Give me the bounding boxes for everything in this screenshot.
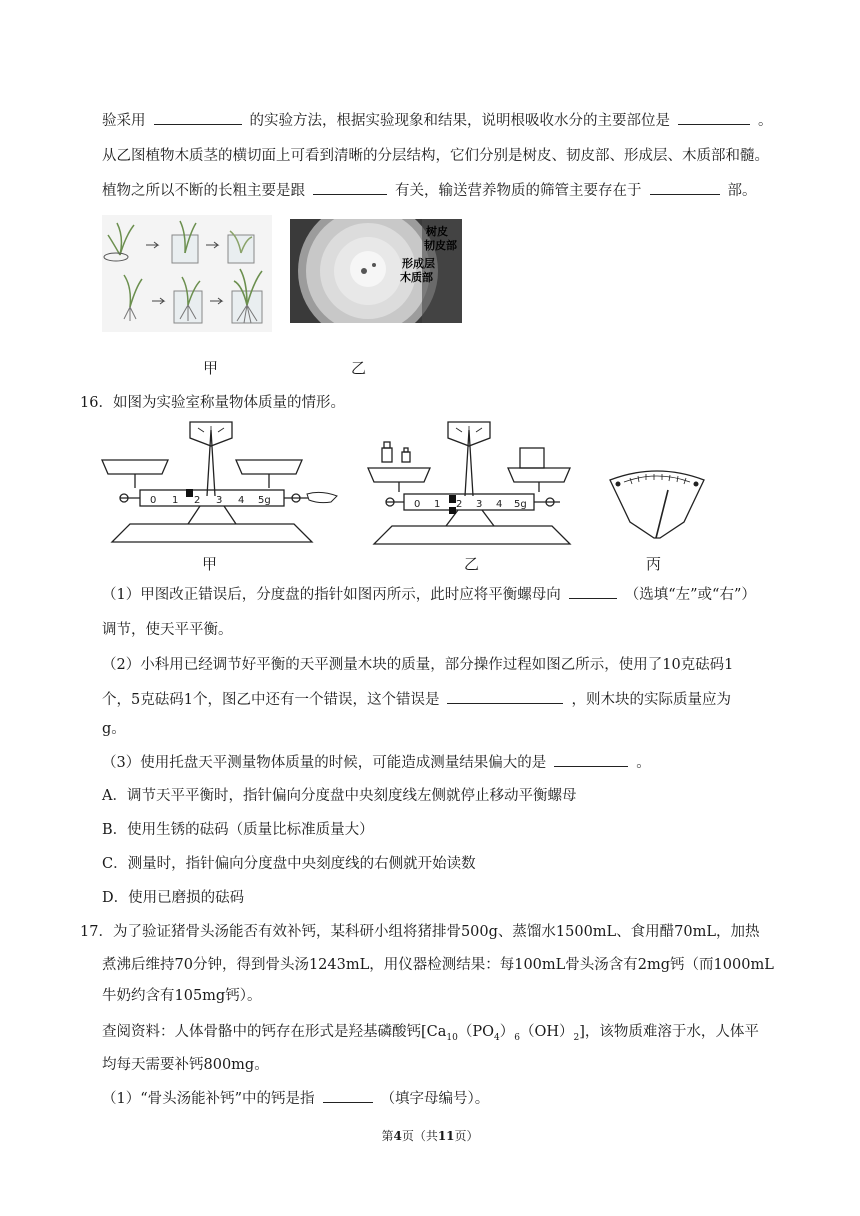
q16-part1-line1: [102, 584, 756, 605]
text: 植物之所以不断的长粗主要是跟: [102, 183, 305, 199]
text: （1）“骨头汤能补钙”中的钙是指: [102, 1091, 315, 1107]
text: （3）使用托盘天平测量物体质量的时候，可能造成测量结果偏大的是: [102, 755, 547, 771]
stem-cross-section-figure: [290, 219, 462, 323]
text: 。: [636, 755, 651, 771]
answer-blank[interactable]: [569, 584, 617, 599]
q16-part3-line: [102, 752, 651, 773]
text: 部。: [727, 183, 757, 199]
label-xylem: 木质部: [400, 271, 433, 284]
figure-label-yi: 乙: [351, 359, 367, 377]
tick-label: 2: [456, 499, 463, 510]
q15-line-1: [102, 110, 773, 131]
label-cambium: 形成层: [402, 257, 435, 270]
subscript: 6: [514, 1032, 520, 1043]
tick-label: 0: [414, 499, 421, 510]
tick-label: 1: [172, 495, 179, 506]
q17-line-2: 煮沸后维持70分钟，得到骨头汤1243mL，用仪器检测结果：每100mL骨头汤含有2mg钙（而1000mL: [102, 957, 774, 973]
figure-label-jia: 甲: [202, 555, 218, 573]
option-c: C．测量时，指针偏向分度盘中央刻度线的右侧就开始读数: [102, 856, 476, 872]
dial-figure-bing: [604, 466, 710, 540]
option-d: D．使用已磨损的砝码: [102, 890, 245, 906]
q15-line-2: 从乙图植物木质茎的横切面上可看到清晰的分层结构，它们分别是树皮、韧皮部、形成层、木质部和髓。: [102, 148, 769, 164]
text: 的实验方法，根据实验现象和结果，说明根吸收水分的主要部位是: [249, 113, 670, 129]
text: （PO: [457, 1024, 495, 1040]
tick-label: 3: [476, 499, 483, 510]
q15-line-3: [102, 180, 757, 201]
q16-stem: 16．如图为实验室称量物体质量的情形。: [80, 395, 345, 411]
tick-label: 2: [194, 495, 201, 506]
figure-label-bing: 丙: [646, 555, 662, 573]
text: ]，该物质难溶于水，人体平: [579, 1024, 759, 1040]
page-footer: [0, 1127, 860, 1144]
text: ，则木块的实际质量应为: [571, 692, 731, 708]
q17-line-3: 牛奶约含有105mg钙）。: [102, 988, 262, 1004]
text: 个，5克砝码1个，图乙中还有一个错误，这个错误是: [102, 692, 440, 708]
balance-figure-jia: [100, 418, 340, 550]
text: （选填“左”或“右”）: [624, 587, 756, 603]
tick-label: 5g: [514, 499, 527, 510]
label-phloem: 韧皮部: [424, 239, 457, 252]
figure-label-yi: 乙: [464, 555, 480, 573]
figure-label-jia: 甲: [203, 359, 219, 377]
answer-blank[interactable]: [678, 110, 750, 125]
tick-label: 0: [150, 495, 157, 506]
subscript: 10: [446, 1032, 458, 1043]
tick-label: 4: [238, 495, 245, 506]
answer-blank[interactable]: [154, 110, 242, 125]
q17-line-4: [102, 1022, 759, 1048]
text: 查阅资料：人体骨骼中的钙存在形式是羟基磷酸钙[Ca: [102, 1024, 447, 1040]
tick-label: 3: [216, 495, 223, 506]
page-number: 4: [393, 1129, 402, 1143]
text: 有关，输送营养物质的筛管主要存在于: [395, 183, 642, 199]
text: （填字母编号）。: [380, 1091, 490, 1107]
page-total: 11: [437, 1129, 455, 1143]
text: 页（共: [401, 1129, 438, 1143]
option-a: A．调节天平平衡时，指针偏向分度盘中央刻度线左侧就停止移动平衡螺母: [102, 788, 577, 804]
q17-line-6: [102, 1088, 489, 1109]
q16-part2-line3: g。: [102, 721, 126, 737]
subscript: 4: [494, 1032, 500, 1043]
q16-part1-line2: 调节，使天平平衡。: [102, 622, 233, 638]
q16-part2-line2: [102, 689, 731, 710]
text: （OH）: [519, 1024, 574, 1040]
text: （1）甲图改正错误后，分度盘的指针如图丙所示，此时应将平衡螺母向: [102, 587, 561, 603]
text: 页）: [454, 1129, 479, 1143]
text: 。: [758, 113, 773, 129]
q16-part2-line1: （2）小科用已经调节好平衡的天平测量木块的质量，部分操作过程如图乙所示，使用了10克砝码1: [102, 657, 734, 673]
balance-figure-yi: [366, 418, 582, 550]
label-bark: 树皮: [426, 225, 448, 238]
tick-label: 4: [496, 499, 503, 510]
tick-label: 1: [434, 499, 441, 510]
option-b: B．使用生锈的砝码（质量比标准质量大）: [102, 822, 374, 838]
answer-blank[interactable]: [554, 752, 628, 767]
text: ）: [499, 1024, 515, 1040]
answer-blank[interactable]: [447, 689, 563, 704]
answer-blank[interactable]: [323, 1088, 373, 1103]
text: 第: [381, 1129, 394, 1143]
subscript: 2: [573, 1032, 580, 1043]
q17-line-1: 17．为了验证猪骨头汤能否有效补钙，某科研小组将猪排骨500g、蒸馏水1500mL、食用醋70mL，加热: [80, 924, 760, 940]
tick-label: 5g: [258, 495, 271, 506]
answer-blank[interactable]: [650, 180, 720, 195]
q17-line-5: 均每天需要补钙800mg。: [102, 1057, 269, 1073]
answer-blank[interactable]: [313, 180, 387, 195]
text: 验采用: [102, 113, 146, 129]
plant-experiment-figure: [102, 215, 272, 332]
